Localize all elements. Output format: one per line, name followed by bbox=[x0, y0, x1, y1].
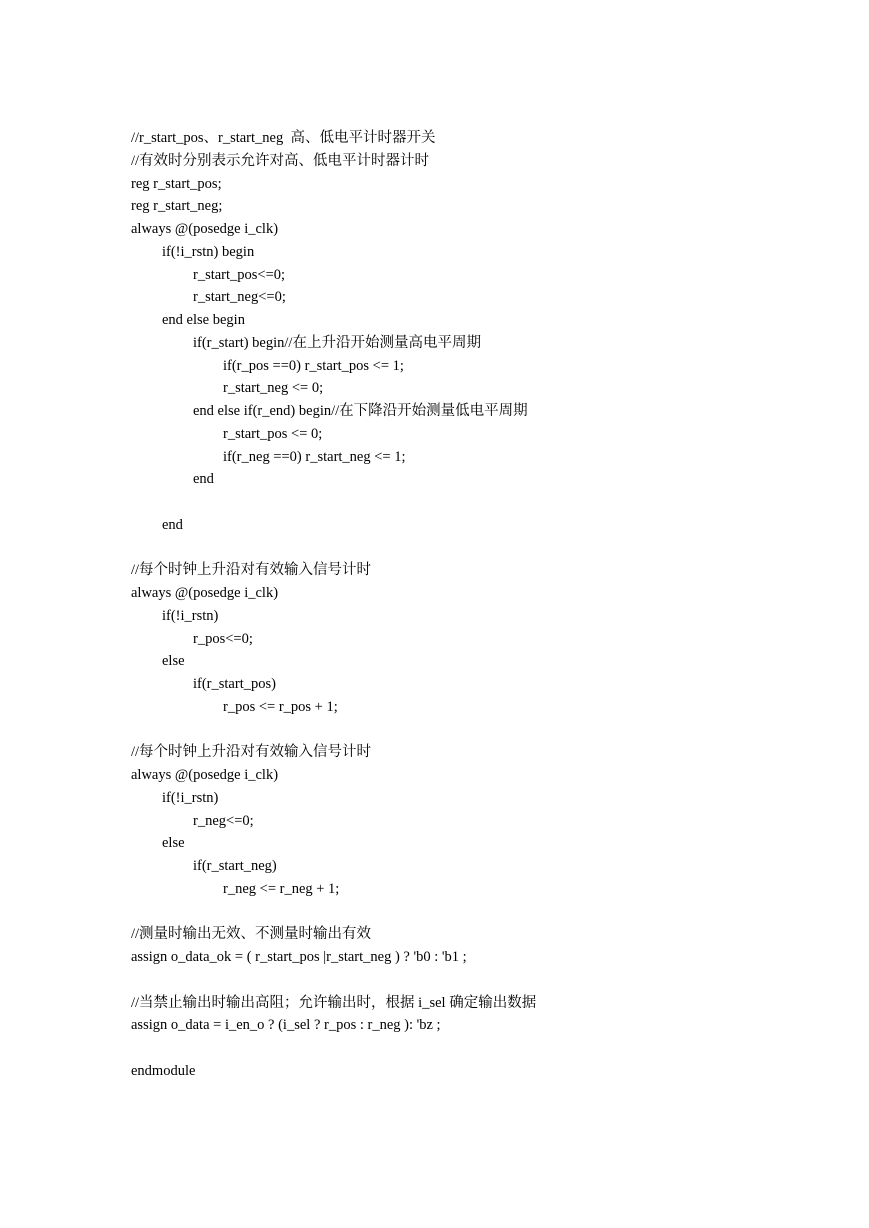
blank-line bbox=[131, 969, 831, 992]
blank-line bbox=[131, 719, 831, 742]
code-line: if(r_start_neg) bbox=[193, 858, 277, 874]
code-line: if(!i_rstn) begin bbox=[162, 243, 255, 260]
code-line: //每个时钟上升沿对有效输入信号计时 bbox=[131, 562, 372, 579]
code-line: r_pos<=0; bbox=[193, 630, 253, 647]
code-line: end bbox=[162, 516, 183, 533]
code-line: reg r_start_pos; bbox=[131, 175, 222, 192]
code-line: else bbox=[162, 653, 185, 670]
code-line: if(r_start) begin//在上升沿开始测量高电平周期 bbox=[193, 334, 481, 351]
code-line: //测量时输出无效、不测量时输出有效 bbox=[131, 926, 372, 943]
code-line: reg r_start_neg; bbox=[131, 198, 223, 215]
code-line: r_start_pos<=0; bbox=[193, 266, 286, 283]
blank-line bbox=[131, 491, 831, 514]
code-line: if(!i_rstn) bbox=[162, 607, 219, 624]
blank-line bbox=[131, 901, 831, 924]
code-line: r_neg<=0; bbox=[193, 812, 254, 829]
code-line: r_start_pos <= 0; bbox=[223, 425, 323, 442]
code-line: always @(posedge i_clk) bbox=[131, 585, 279, 601]
code-line: always @(posedge i_clk) bbox=[131, 767, 279, 783]
code-line: assign o_data = i_en_o ? (i_sel ? r_pos : r_neg ): 'bz ; bbox=[131, 1017, 441, 1034]
code-line: if(r_neg ==0) r_start_neg <= 1; bbox=[223, 448, 406, 465]
code-line: end bbox=[193, 471, 214, 488]
code-line: end else if(r_end) begin//在下降沿开始测量低电平周期 bbox=[193, 403, 528, 419]
code-line: //r_start_pos、r_start_neg 高、低电平计时器开关 bbox=[131, 130, 436, 146]
code-line: //有效时分别表示允许对高、低电平计时器计时 bbox=[131, 152, 430, 169]
verilog-code-block bbox=[131, 127, 831, 1083]
code-line: r_pos <= r_pos + 1; bbox=[223, 698, 338, 715]
blank-line bbox=[131, 537, 831, 560]
code-line: if(!i_rstn) bbox=[162, 789, 219, 806]
code-line: end else begin bbox=[162, 312, 245, 328]
code-line: always @(posedge i_clk) bbox=[131, 221, 279, 237]
code-line: r_start_neg<=0; bbox=[193, 289, 286, 306]
code-line: //每个时钟上升沿对有效输入信号计时 bbox=[131, 744, 372, 761]
code-line: if(r_pos ==0) r_start_pos <= 1; bbox=[223, 357, 404, 374]
blank-line bbox=[131, 1037, 831, 1060]
code-line: assign o_data_ok = ( r_start_pos |r_start_neg ) ? 'b0 : 'b1 ; bbox=[131, 949, 467, 965]
code-line: endmodule bbox=[131, 1062, 196, 1079]
code-line: else bbox=[162, 835, 185, 852]
code-line: //当禁止输出时输出高阻；允许输出时，根据 i_sel 确定输出数据 bbox=[131, 994, 537, 1011]
code-line: r_neg <= r_neg + 1; bbox=[223, 880, 340, 897]
code-line: if(r_start_pos) bbox=[193, 676, 276, 692]
code-line: r_start_neg <= 0; bbox=[223, 380, 324, 397]
